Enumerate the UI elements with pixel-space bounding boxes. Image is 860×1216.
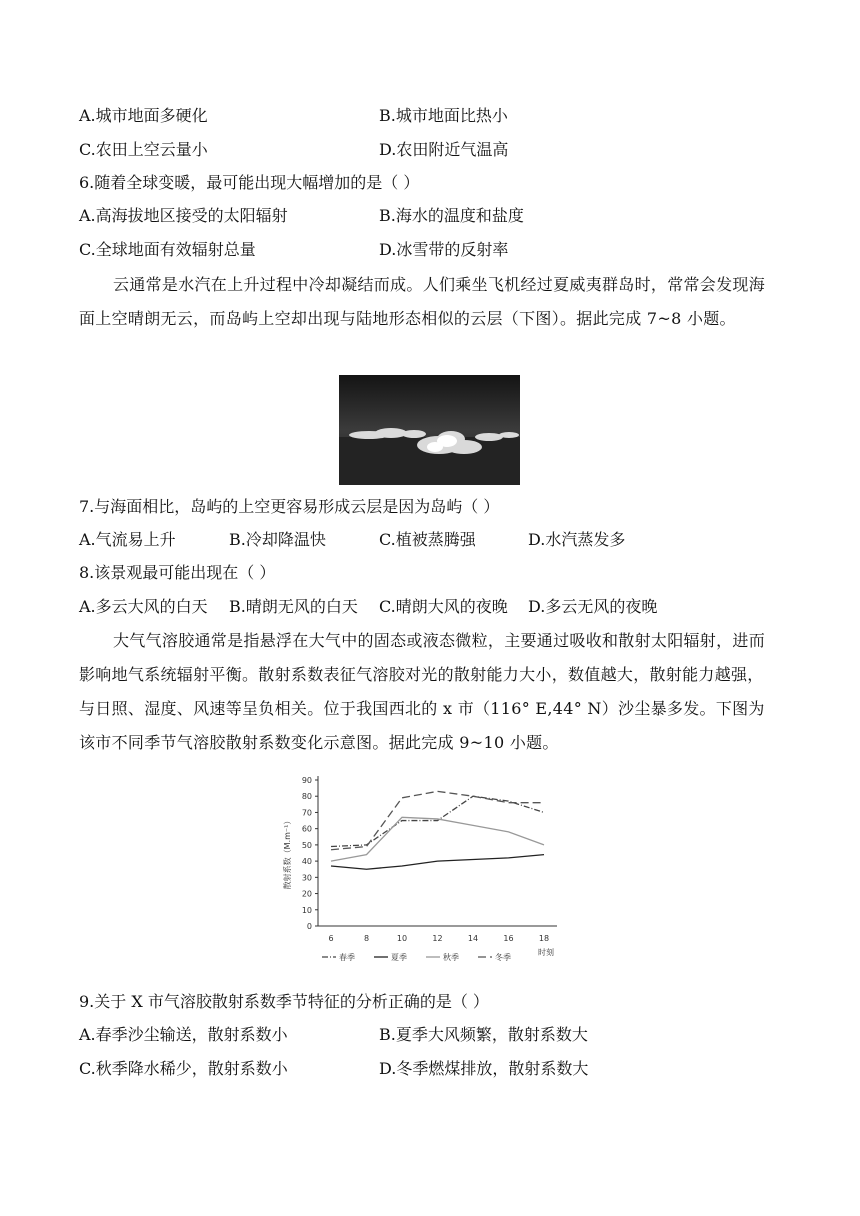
passage-7-8-text: 云通常是水汽在上升过程中冷却凝结而成。人们乘坐飞机经过夏威夷群岛时，常常会发现海面上空晴朗无云，而岛屿上空却出现与陆地形态相似的云层（下图）。据此完成 7~8 小题。 <box>79 275 766 328</box>
q5-option-b: B.城市地面比热小 <box>379 106 508 125</box>
y-tick-label: 40 <box>301 857 312 867</box>
q9-stem: 9.关于 X 市气溶胶散射系数季节特征的分析正确的是（ ） <box>79 992 489 1011</box>
q6-option-a: A.高海拔地区接受的太阳辐射 <box>79 206 288 225</box>
q6-stem: 6.随着全球变暖，最可能出现大幅增加的是（ ） <box>79 173 420 192</box>
x-tick-label: 10 <box>396 934 408 943</box>
q7-stem: 7.与海面相比，岛屿的上空更容易形成云层是因为岛屿（ ） <box>79 497 500 516</box>
q8-option-a: A.多云大风的白天 <box>79 597 208 616</box>
y-tick-label: 50 <box>301 840 312 850</box>
y-tick-label: 0 <box>306 922 312 931</box>
q8-option-c: C.晴朗大风的夜晚 <box>379 597 508 616</box>
q5-option-d: D.农田附近气温高 <box>379 140 509 159</box>
y-tick-label: 10 <box>301 905 312 915</box>
island-cloud-photo <box>339 375 520 485</box>
q7-option-d: D.水汽蒸发多 <box>528 530 626 549</box>
q6-option-b: B.海水的温度和盐度 <box>379 206 524 225</box>
x-axis-label: 时刻 <box>538 948 554 957</box>
q9-option-d: D.冬季燃煤排放，散射系数大 <box>379 1059 589 1078</box>
x-tick-label: 12 <box>432 934 443 943</box>
q5-option-a: A.城市地面多硬化 <box>79 106 208 125</box>
y-axis-label: 散射系数（M.m⁻¹） <box>283 816 292 890</box>
y-tick-label: 20 <box>301 889 312 899</box>
q9-option-c: C.秋季降水稀少，散射系数小 <box>79 1059 288 1078</box>
q8-stem: 8.该景观最可能出现在（ ） <box>79 563 276 582</box>
q8-option-b: B.晴朗无风的白天 <box>229 597 358 616</box>
series-line-1 <box>331 796 544 846</box>
y-tick-label: 70 <box>301 808 312 818</box>
x-tick-label: 16 <box>503 934 514 943</box>
series-line-2 <box>331 855 544 870</box>
q9-option-a: A.春季沙尘输送，散射系数小 <box>79 1025 288 1044</box>
y-tick-label: 80 <box>301 792 312 802</box>
legend-label: 冬季 <box>495 953 511 962</box>
q6-option-c: C.全球地面有效辐射总量 <box>79 240 256 259</box>
legend-label: 夏季 <box>391 953 407 962</box>
q9-option-b: B.夏季大风频繁，散射系数大 <box>379 1025 588 1044</box>
passage-7-8 <box>79 268 779 336</box>
y-tick-label: 90 <box>301 776 312 785</box>
legend-label: 秋季 <box>443 953 459 962</box>
y-tick-label: 30 <box>301 873 312 883</box>
x-tick-label: 6 <box>328 934 334 943</box>
q7-option-a: A.气流易上升 <box>79 530 176 549</box>
series-line-3 <box>331 817 544 861</box>
x-tick-label: 8 <box>363 934 370 943</box>
q7-option-b: B.冷却降温快 <box>229 530 326 549</box>
y-tick-label: 60 <box>301 824 312 834</box>
passage-9-10 <box>79 624 779 760</box>
passage-9-10-text: 大气气溶胶通常是指悬浮在大气中的固态或液态微粒，主要通过吸收和散射太阳辐射，进而影响地气系统辐射平衡。散射系数表征气溶胶对光的散射能力大小，数值越大，散射能力越强，与日照、湿度、风速等呈负相关。位于我国西北的 x 市（116° E,44° N）沙尘暴多发。下图为该市不同季节气溶胶散射系数变化示意图。据此完成 9~10 小题。 <box>79 631 766 752</box>
q8-option-d: D.多云无风的夜晚 <box>528 597 658 616</box>
legend-label: 春季 <box>339 953 355 962</box>
x-tick-label: 18 <box>538 934 550 943</box>
scattering-coefficient-chart <box>272 770 572 975</box>
q5-option-c: C.农田上空云量小 <box>79 140 208 159</box>
q7-option-c: C.植被蒸腾强 <box>379 530 476 549</box>
x-tick-label: 14 <box>467 934 479 943</box>
q6-option-d: D.冰雪带的反射率 <box>379 240 509 259</box>
